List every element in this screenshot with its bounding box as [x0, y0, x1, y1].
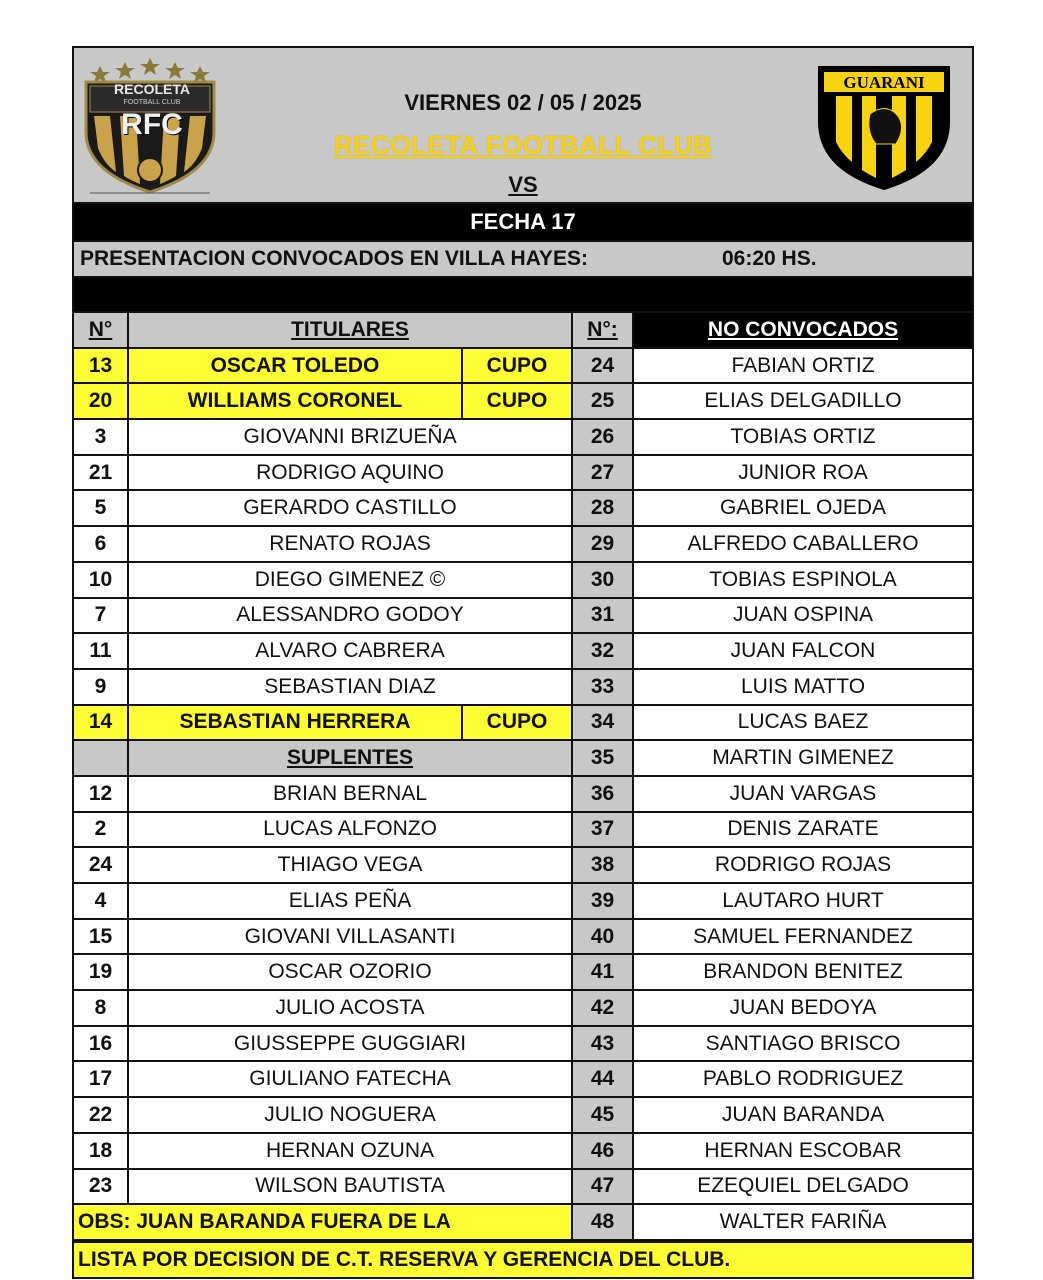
- nc-number: 24: [572, 348, 633, 384]
- player-number: 8: [74, 990, 128, 1026]
- nc-number: 43: [572, 1026, 633, 1062]
- table-row: [74, 812, 972, 848]
- table-row: [74, 990, 972, 1026]
- nc-number: 39: [572, 883, 633, 919]
- nc-name: WALTER FARIÑA: [633, 1204, 972, 1240]
- player-name: ELIAS PEÑA: [128, 883, 572, 919]
- nc-number: 42: [572, 990, 633, 1026]
- nc-name: ELIAS DELGADILLO: [633, 383, 972, 419]
- table-row: [74, 490, 972, 526]
- logo-rfc-sub: FOOTBALL CLUB: [123, 99, 181, 106]
- player-name: OSCAR OZORIO: [128, 954, 572, 990]
- player-name: ALESSANDRO GODOY: [128, 598, 572, 634]
- player-name: JULIO NOGUERA: [128, 1097, 572, 1133]
- presentation-time: 06:20 HS.: [722, 247, 817, 270]
- nc-name: EZEQUIEL DELGADO: [633, 1169, 972, 1205]
- table-row: [74, 419, 972, 455]
- nc-name: PABLO RODRIGUEZ: [633, 1061, 972, 1097]
- player-number: 21: [74, 455, 128, 491]
- col-num-header: N°: [74, 312, 128, 348]
- player-name: GERARDO CASTILLO: [128, 490, 572, 526]
- table-row: [74, 847, 972, 883]
- table-row: [74, 1133, 972, 1169]
- player-name: GIOVANNI BRIZUEÑA: [128, 419, 572, 455]
- fecha-bar: FECHA 17: [74, 204, 972, 240]
- player-name: OSCAR TOLEDO: [128, 348, 462, 384]
- player-name: THIAGO VEGA: [128, 847, 572, 883]
- nc-number: 47: [572, 1169, 633, 1205]
- player-name: HERNAN OZUNA: [128, 1133, 572, 1169]
- nc-name: SANTIAGO BRISCO: [633, 1026, 972, 1062]
- suplentes-label: SUPLENTES: [128, 740, 572, 776]
- player-number: 19: [74, 954, 128, 990]
- player-number: 7: [74, 598, 128, 634]
- nc-number: 45: [572, 1097, 633, 1133]
- player-name: WILLIAMS CORONEL: [128, 383, 462, 419]
- nc-number: 44: [572, 1061, 633, 1097]
- player-number: 3: [74, 419, 128, 455]
- nc-number: 29: [572, 526, 633, 562]
- player-name: RENATO ROJAS: [128, 526, 572, 562]
- table-row: [74, 383, 972, 419]
- player-number: 12: [74, 776, 128, 812]
- nc-name: JUAN BARANDA: [633, 1097, 972, 1133]
- player-name: RODRIGO AQUINO: [128, 455, 572, 491]
- player-name: GIOVANI VILLASANTI: [128, 919, 572, 955]
- suplentes-header-row: [74, 740, 972, 776]
- table-row: [74, 598, 972, 634]
- nc-number: 25: [572, 383, 633, 419]
- player-number: 10: [74, 562, 128, 598]
- nc-name: GABRIEL OJEDA: [633, 490, 972, 526]
- player-number: 17: [74, 1061, 128, 1097]
- nc-name: JUNIOR ROA: [633, 455, 972, 491]
- logo-rfc-top: RECOLETA: [114, 81, 190, 97]
- cupo-tag: CUPO: [462, 705, 572, 741]
- nc-number: 37: [572, 812, 633, 848]
- player-number: 2: [74, 812, 128, 848]
- nc-name: BRANDON BENITEZ: [633, 954, 972, 990]
- player-name: GIUSSEPPE GUGGIARI: [128, 1026, 572, 1062]
- player-number: 11: [74, 633, 128, 669]
- nc-number: 32: [572, 633, 633, 669]
- nc-number: 31: [572, 598, 633, 634]
- player-number: 4: [74, 883, 128, 919]
- presentation-label: PRESENTACION CONVOCADOS EN VILLA HAYES:: [80, 247, 588, 270]
- player-number: 13: [74, 348, 128, 384]
- player-number: 23: [74, 1169, 128, 1205]
- obs-text: OBS: JUAN BARANDA FUERA DE LA: [74, 1204, 572, 1240]
- player-name: DIEGO GIMENEZ ©: [128, 562, 572, 598]
- nc-number: 30: [572, 562, 633, 598]
- nc-name: LUIS MATTO: [633, 669, 972, 705]
- player-number: 24: [74, 847, 128, 883]
- nc-name: MARTIN GIMENEZ: [633, 740, 972, 776]
- table-row: [74, 883, 972, 919]
- table-row: [74, 633, 972, 669]
- nc-number: 41: [572, 954, 633, 990]
- table-row: [74, 1097, 972, 1133]
- nc-name: JUAN FALCON: [633, 633, 972, 669]
- table-row: [74, 348, 972, 384]
- obs-row: [74, 1204, 972, 1240]
- nc-number: 40: [572, 919, 633, 955]
- logo-rfc-initials: RFC: [121, 108, 183, 141]
- player-name: WILSON BAUTISTA: [128, 1169, 572, 1205]
- player-number: 15: [74, 919, 128, 955]
- nc-number: 26: [572, 419, 633, 455]
- player-number: 6: [74, 526, 128, 562]
- table-header-row: [74, 312, 972, 348]
- nc-number: 28: [572, 490, 633, 526]
- nc-name: DENIS ZARATE: [633, 812, 972, 848]
- suplentes-blank: [74, 740, 128, 776]
- spacer-bar: [74, 278, 972, 311]
- nc-number: 36: [572, 776, 633, 812]
- nc-name: JUAN VARGAS: [633, 776, 972, 812]
- nc-number: 27: [572, 455, 633, 491]
- col-no-convocados-header: NO CONVOCADOS: [633, 312, 972, 348]
- footer-note: LISTA POR DECISION DE C.T. RESERVA Y GERENCIA DEL CLUB.: [74, 1241, 972, 1277]
- table-row: [74, 669, 972, 705]
- nc-name: RODRIGO ROJAS: [633, 847, 972, 883]
- nc-name: JUAN OSPINA: [633, 598, 972, 634]
- nc-number: 46: [572, 1133, 633, 1169]
- club-name: RECOLETA FOOTBALL CLUB: [333, 130, 713, 160]
- nc-name: HERNAN ESCOBAR: [633, 1133, 972, 1169]
- nc-number: 33: [572, 669, 633, 705]
- nc-name: FABIAN ORTIZ: [633, 348, 972, 384]
- player-number: 20: [74, 383, 128, 419]
- nc-name: ALFREDO CABALLERO: [633, 526, 972, 562]
- player-number: 5: [74, 490, 128, 526]
- table-row: [74, 1169, 972, 1205]
- table-row: [74, 562, 972, 598]
- player-name: BRIAN BERNAL: [128, 776, 572, 812]
- table-row: [74, 526, 972, 562]
- table-row: [74, 776, 972, 812]
- nc-number: 35: [572, 740, 633, 776]
- cupo-tag: CUPO: [462, 348, 572, 384]
- table-row: [74, 1061, 972, 1097]
- nc-name: LAUTARO HURT: [633, 883, 972, 919]
- player-number: 18: [74, 1133, 128, 1169]
- nc-name: TOBIAS ESPINOLA: [633, 562, 972, 598]
- player-name: JULIO ACOSTA: [128, 990, 572, 1026]
- nc-number: 38: [572, 847, 633, 883]
- logo-guarani-text: GUARANI: [843, 73, 925, 92]
- table-row: [74, 1026, 972, 1062]
- versus-label: VS: [508, 172, 538, 197]
- table-row: [74, 919, 972, 955]
- nc-number: 48: [572, 1204, 633, 1240]
- nc-name: JUAN BEDOYA: [633, 990, 972, 1026]
- col-num2-header: N°:: [572, 312, 633, 348]
- table-row: [74, 705, 972, 741]
- nc-number: 34: [572, 705, 633, 741]
- lineup-sheet: [72, 46, 974, 1279]
- player-name: GIULIANO FATECHA: [128, 1061, 572, 1097]
- player-name: SEBASTIAN DIAZ: [128, 669, 572, 705]
- player-name: LUCAS ALFONZO: [128, 812, 572, 848]
- player-number: 14: [74, 705, 128, 741]
- lineup-table: [74, 311, 972, 1241]
- player-name: SEBASTIAN HERRERA: [128, 705, 462, 741]
- col-titulares-header: TITULARES: [128, 312, 572, 348]
- player-name: ALVARO CABRERA: [128, 633, 572, 669]
- player-number: 16: [74, 1026, 128, 1062]
- cupo-tag: CUPO: [462, 383, 572, 419]
- player-number: 22: [74, 1097, 128, 1133]
- presentation-bar: [74, 240, 972, 278]
- player-number: 9: [74, 669, 128, 705]
- match-date: VIERNES 02 / 05 / 2025: [404, 90, 642, 115]
- nc-name: TOBIAS ORTIZ: [633, 419, 972, 455]
- nc-name: LUCAS BAEZ: [633, 705, 972, 741]
- header: [74, 48, 972, 204]
- table-row: [74, 455, 972, 491]
- nc-name: SAMUEL FERNANDEZ: [633, 919, 972, 955]
- table-row: [74, 954, 972, 990]
